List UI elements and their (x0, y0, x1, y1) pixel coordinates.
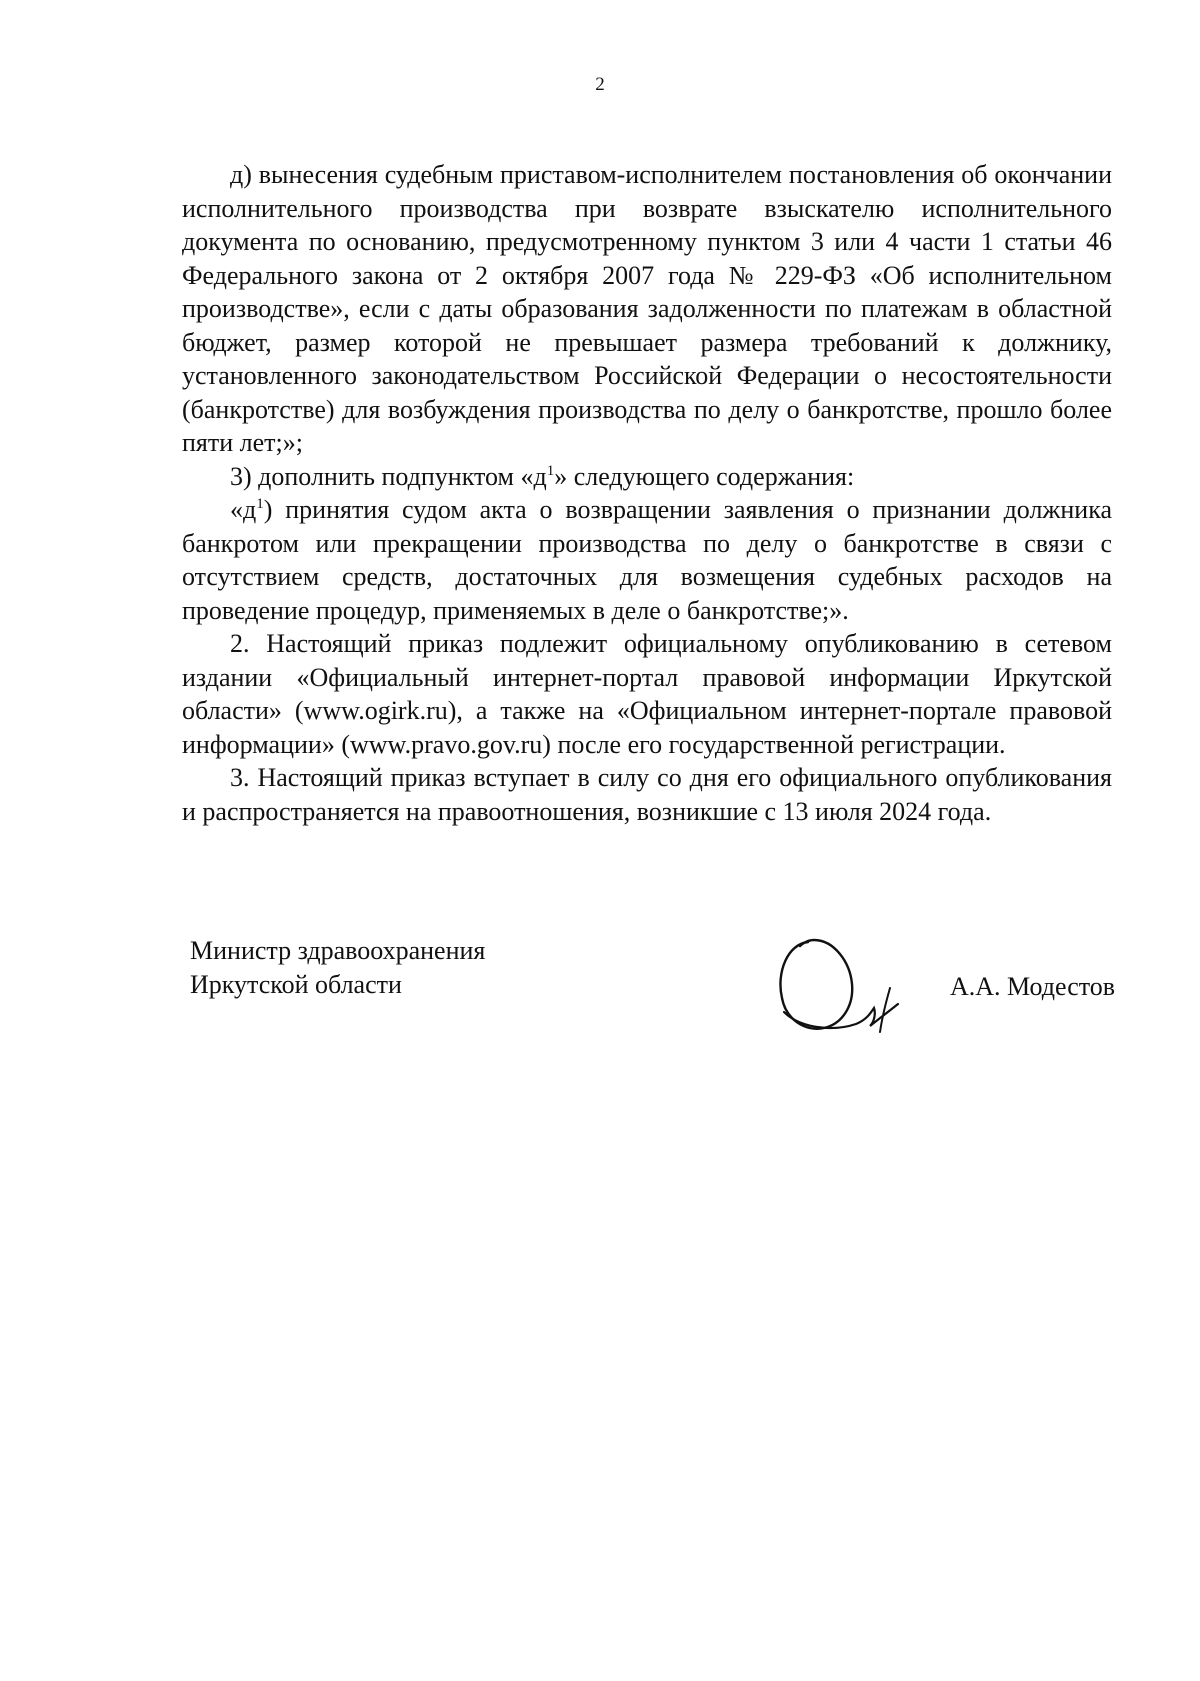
signatory-name: А.А. Модестов (950, 972, 1116, 1001)
signatory-position-line2: Иркутской области (190, 970, 402, 999)
paragraph-d: д) вынесения судебным приставом-исполнителем постановления об окончании исполнительного производства при возврате взыскателю исполнительного документа по основанию, предусмотренному пунктом 3 или 4 части 1 статьи 46 Федерального закона от 2 октября 2007 года № 229-ФЗ «Об исполнительном производстве», если с даты образования задолженности по платежам в областной бюджет, размер которой не превышает размера требований к должнику, установленного законодательством Российской Федерации о несостоятельности (банкротстве) для возбуждения производства по делу о банкротстве, прошло более пяти лет;»; (182, 160, 1112, 457)
superscript-marker: 1 (546, 462, 555, 479)
signatory-position-line1: Министр здравоохранения (190, 936, 486, 965)
paragraph-add-subitem-text-start: 3) дополнить подпунктом «д (230, 461, 547, 491)
document-body (182, 158, 1112, 828)
paragraph-d1-text-end: ) принятия судом акта о возвращении заявления о признании должника банкротом или прекращении производства по делу о банкротстве в связи с отсутствием средств, достаточных для возмещения судебных расходов на проведение процедур, применяемых в деле о банкротстве;». (182, 495, 1112, 625)
handwritten-signature-icon (770, 928, 920, 1048)
paragraph-entry-into-force: 3. Настоящий приказ вступает в силу со дня его официального опубликования и распространяется на правоотношения, возникшие с 13 июля 2024 года. (182, 763, 1112, 826)
superscript-marker: 1 (256, 496, 264, 512)
paragraph-d1-text-start: «д (230, 495, 257, 524)
page-number: 2 (595, 74, 605, 95)
paragraph-d1 (182, 493, 1112, 627)
paragraph-add-subitem-text-end: » следующего содержания: (554, 461, 855, 491)
signatory-position (190, 934, 485, 1002)
paragraph-publication: 2. Настоящий приказ подлежит официальному опубликованию в сетевом издании «Официальный интернет-портал правовой информации Иркутской области» (www.ogirk.ru), а также на «Официальном интернет-портале правовой информации» (www.pravo.gov.ru) после его государственной регистрации. (182, 629, 1112, 759)
paragraph-add-subitem (182, 460, 1112, 494)
